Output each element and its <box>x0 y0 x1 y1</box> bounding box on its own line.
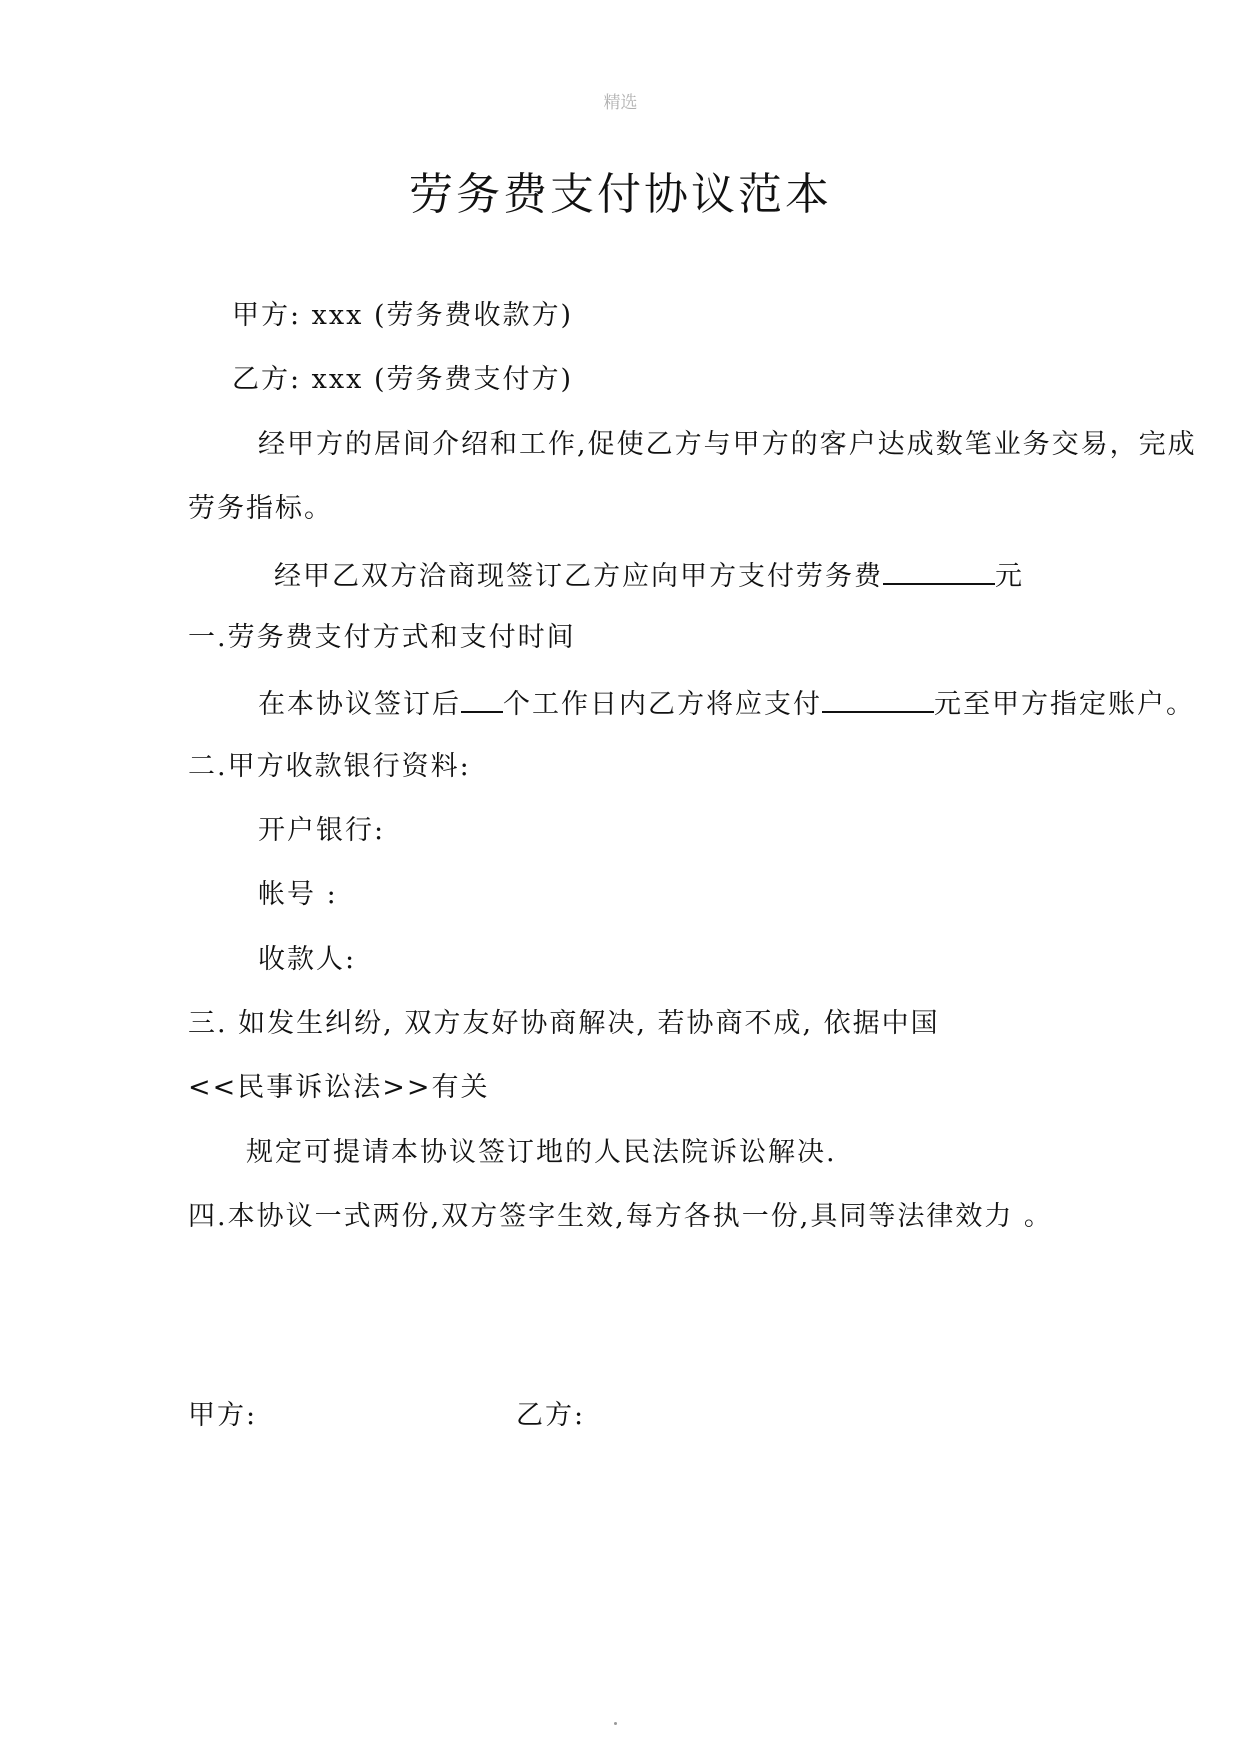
intro-line-2: 劳务指标。 <box>188 493 333 524</box>
bank-name-label: 开户银行: <box>258 815 386 846</box>
watermark: 精选 <box>603 93 638 113</box>
party-b-line: 乙方: xxx (劳务费支付方) <box>232 364 574 395</box>
section-3-line-1: 三. 如发生纠纷, 双方友好协商解决, 若协商不成, 依据中国 <box>188 1008 940 1039</box>
section-1-heading: 一.劳务费支付方式和支付时间 <box>188 622 576 653</box>
party-a-line: 甲方: xxx (劳务费收款方) <box>232 300 574 331</box>
section-3-line-3: 规定可提请本协议签订地的人民法院诉讼解决. <box>246 1137 837 1168</box>
document-title: 劳务费支付协议范本 <box>409 169 832 220</box>
days-blank <box>461 685 503 713</box>
amount-blank <box>883 557 995 585</box>
section-3-line-2: <<民事诉讼法>>有关 <box>188 1072 490 1103</box>
section-1-text-b: 个工作日内乙方将应支付 <box>503 689 822 720</box>
account-label: 帐号 : <box>258 879 338 910</box>
page-dot <box>614 1722 617 1725</box>
payment-amount-blank <box>822 685 934 713</box>
signature-party-b: 乙方: <box>516 1400 586 1431</box>
agreement-line <box>274 557 1024 594</box>
section-1-text-a: 在本协议签订后 <box>258 689 461 720</box>
payee-label: 收款人: <box>258 944 357 975</box>
agreement-prefix: 经甲乙双方洽商现签订乙方应向甲方支付劳务费 <box>274 561 883 592</box>
section-2-heading: 二.甲方收款银行资料: <box>188 751 471 782</box>
agreement-suffix: 元 <box>995 561 1024 592</box>
section-1-text-c: 元至甲方指定账户。 <box>934 689 1195 720</box>
section-1-text <box>258 685 1195 722</box>
signature-party-a: 甲方: <box>188 1400 258 1431</box>
section-4-text: 四.本协议一式两份,双方签字生效,每方各执一份,具同等法律效力 。 <box>188 1201 1053 1232</box>
intro-line-1: 经甲方的居间介绍和工作,促使乙方与甲方的客户达成数笔业务交易，完成 <box>258 429 1197 460</box>
